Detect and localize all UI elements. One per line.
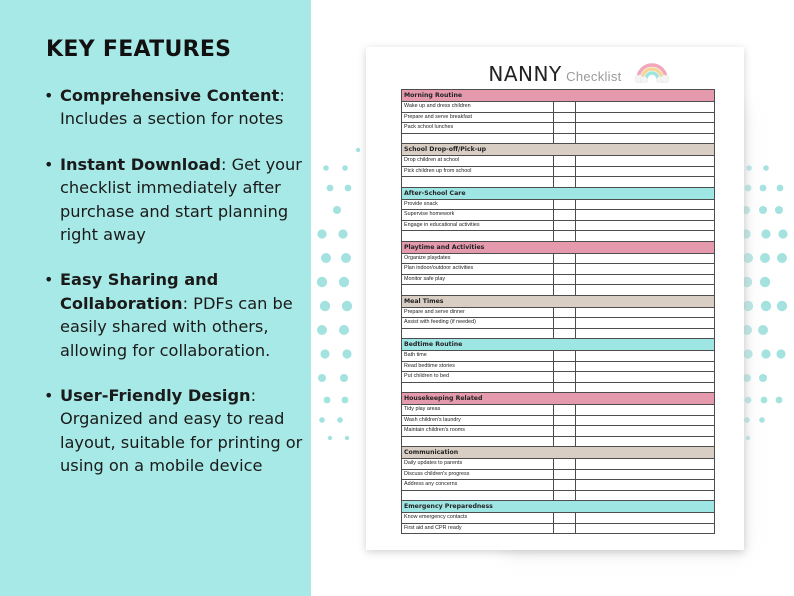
checklist-row — [401, 459, 715, 470]
task-label: Discuss children's progress — [402, 470, 554, 480]
decorative-dot — [342, 397, 349, 404]
checklist-row — [401, 513, 715, 524]
notes-cell[interactable] — [576, 275, 714, 285]
check-cell[interactable] — [554, 264, 576, 274]
decorative-dot — [333, 206, 341, 214]
section-header: Communication — [401, 447, 715, 459]
decorative-dot — [759, 206, 767, 214]
notes-cell[interactable] — [576, 351, 714, 361]
checklist-row — [401, 113, 715, 124]
decorative-dot — [760, 253, 770, 263]
task-label: Pick children up from school — [402, 167, 554, 177]
checklist-row — [401, 470, 715, 481]
decorative-dot — [345, 436, 349, 440]
feature-title: Instant Download — [60, 154, 221, 174]
task-label: Wash children's laundry — [402, 416, 554, 426]
notes-cell[interactable] — [576, 362, 714, 372]
decorative-dot — [760, 185, 767, 192]
checklist-row — [401, 372, 715, 383]
check-cell[interactable] — [554, 231, 576, 241]
document-title — [366, 62, 744, 86]
task-label: Address any concerns — [402, 480, 554, 490]
decorative-dot — [744, 417, 750, 423]
decorative-dot — [319, 417, 325, 423]
task-label: Provide snack — [402, 200, 554, 210]
task-label: Plan indoor/outdoor activities — [402, 264, 554, 274]
check-cell[interactable] — [554, 200, 576, 210]
checklist-row — [401, 177, 715, 188]
checklist-row — [401, 308, 715, 319]
decorative-dot — [317, 325, 327, 335]
task-label: Tidy play areas — [402, 405, 554, 415]
check-cell[interactable] — [554, 156, 576, 166]
check-cell[interactable] — [554, 123, 576, 133]
checklist-row — [401, 102, 715, 113]
decorative-dot — [341, 253, 351, 263]
checklist-row — [401, 275, 715, 286]
notes-cell[interactable] — [576, 123, 714, 133]
notes-cell[interactable] — [576, 416, 714, 426]
task-label: Bath time — [402, 351, 554, 361]
check-cell[interactable] — [554, 102, 576, 112]
check-cell[interactable] — [554, 210, 576, 220]
decorative-dot — [777, 185, 784, 192]
check-cell[interactable] — [554, 459, 576, 469]
checklist-row — [401, 200, 715, 211]
checklist-row — [401, 491, 715, 502]
decorative-dot — [340, 374, 348, 382]
task-label: Monitor safe play — [402, 275, 554, 285]
notes-cell[interactable] — [576, 329, 714, 339]
notes-cell[interactable] — [576, 177, 714, 187]
checklist-row — [401, 362, 715, 373]
task-label — [402, 383, 554, 393]
check-cell[interactable] — [554, 318, 576, 328]
notes-cell[interactable] — [576, 383, 714, 393]
check-cell[interactable] — [554, 383, 576, 393]
feature-title: Easy Sharing and Collaboration — [60, 270, 219, 313]
document-title-sub: Checklist — [566, 69, 622, 84]
notes-cell[interactable] — [576, 102, 714, 112]
decorative-dot — [345, 185, 352, 192]
decorative-dot — [337, 417, 343, 423]
feature-title: Comprehensive Content — [60, 86, 280, 105]
decorative-dot — [318, 374, 326, 382]
bullet-icon: • — [44, 154, 54, 174]
decorative-dot — [745, 185, 752, 192]
feature-text: : Get your checklist immediately after purchase and start planning right away — [60, 154, 302, 245]
check-cell[interactable] — [554, 254, 576, 264]
task-label: Prepare and serve dinner — [402, 308, 554, 318]
notes-cell[interactable] — [576, 167, 714, 177]
decorative-dot — [758, 325, 768, 335]
bullet-icon: • — [44, 386, 54, 406]
check-cell[interactable] — [554, 285, 576, 295]
checklist-row — [401, 231, 715, 242]
checklist-row — [401, 426, 715, 437]
task-label — [402, 329, 554, 339]
decorative-dot — [324, 397, 331, 404]
notes-cell[interactable] — [576, 372, 714, 382]
notes-cell[interactable] — [576, 210, 714, 220]
decorative-dot — [775, 206, 783, 214]
document-title-main: NANNY — [488, 62, 562, 86]
decorative-dot — [761, 349, 770, 358]
checklist-row — [401, 383, 715, 394]
notes-cell[interactable] — [576, 491, 714, 501]
section-header: Meal Times — [401, 296, 715, 308]
notes-cell[interactable] — [576, 285, 714, 295]
decorative-dot — [763, 165, 769, 171]
task-label: Assist with feeding (if needed) — [402, 318, 554, 328]
check-cell[interactable] — [554, 177, 576, 187]
task-label — [402, 285, 554, 295]
section-header: Emergency Preparedness — [401, 501, 715, 513]
feature-text: : PDFs can be easily shared with others, allowing for collaboration. — [60, 293, 293, 360]
decorative-dot — [323, 165, 329, 171]
check-cell[interactable] — [554, 362, 576, 372]
notes-cell[interactable] — [576, 405, 714, 415]
notes-cell[interactable] — [576, 437, 714, 447]
notes-cell[interactable] — [576, 134, 714, 144]
checklist-row — [401, 210, 715, 221]
key-features-heading: KEY FEATURES — [46, 37, 232, 62]
task-label: Drop children at school — [402, 156, 554, 166]
task-label: Put children to bed — [402, 372, 554, 382]
notes-cell[interactable] — [576, 254, 714, 264]
decorative-dot — [328, 436, 332, 440]
checklist-row — [401, 254, 715, 265]
checklist-row — [401, 437, 715, 448]
decorative-dot — [760, 277, 770, 287]
decorative-dot — [759, 374, 767, 382]
decorative-dot — [317, 277, 327, 287]
feature-text: : Organized and easy to read layout, suitable for printing or using on a mobile device — [60, 386, 303, 476]
checklist-row — [401, 480, 715, 491]
decorative-dot — [339, 325, 349, 335]
decorative-dot — [759, 417, 765, 423]
feature-text: : Includes a section for notes — [60, 86, 285, 129]
checklist-row — [401, 285, 715, 296]
section-header: Playtime and Activities — [401, 242, 715, 254]
decorative-dot — [342, 301, 352, 311]
decorative-dot — [745, 397, 752, 404]
notes-cell[interactable] — [576, 470, 714, 480]
task-label: Read bedtime stories — [402, 362, 554, 372]
checklist-row — [401, 123, 715, 134]
notes-cell[interactable] — [576, 264, 714, 274]
checklist-row — [401, 416, 715, 427]
check-cell[interactable] — [554, 221, 576, 231]
decorative-dot — [338, 229, 347, 238]
task-label — [402, 134, 554, 144]
check-cell[interactable] — [554, 416, 576, 426]
decorative-dot — [317, 229, 326, 238]
decorative-dot — [327, 185, 334, 192]
check-cell[interactable] — [554, 113, 576, 123]
check-cell[interactable] — [554, 167, 576, 177]
decorative-dot — [761, 301, 771, 311]
section-header: Housekeeping Related — [401, 393, 715, 405]
notes-cell[interactable] — [576, 480, 714, 490]
notes-cell[interactable] — [576, 231, 714, 241]
check-cell[interactable] — [554, 275, 576, 285]
task-label: First aid and CPR ready — [402, 524, 554, 534]
check-cell[interactable] — [554, 513, 576, 523]
checklist-row — [401, 405, 715, 416]
checklist-row — [401, 156, 715, 167]
checklist-row — [401, 167, 715, 178]
notes-cell[interactable] — [576, 156, 714, 166]
decorative-dot — [320, 349, 329, 358]
notes-cell[interactable] — [576, 200, 714, 210]
notes-cell[interactable] — [576, 113, 714, 123]
checklist-row — [401, 329, 715, 340]
task-label: Supervise homework — [402, 210, 554, 220]
task-label: Maintain children's rooms — [402, 426, 554, 436]
task-label: Engage in educational activities — [402, 221, 554, 231]
check-cell[interactable] — [554, 134, 576, 144]
checklist-row — [401, 524, 715, 535]
checklist-table — [401, 89, 715, 534]
decorative-dot — [746, 436, 750, 440]
notes-cell[interactable] — [576, 318, 714, 328]
check-cell[interactable] — [554, 405, 576, 415]
section-header: After-School Care — [401, 188, 715, 200]
feature-title: User-Friendly Design — [60, 386, 251, 406]
decorative-dot — [320, 301, 330, 311]
check-cell[interactable] — [554, 308, 576, 318]
task-label: Daily updates to parents — [402, 459, 554, 469]
decorative-dot — [776, 397, 783, 404]
task-label: Pack school lunches — [402, 123, 554, 133]
decorative-dot — [342, 165, 348, 171]
check-cell[interactable] — [554, 480, 576, 490]
checklist-sheet — [366, 47, 744, 550]
checklist-row — [401, 134, 715, 145]
task-label: Prepare and serve breakfast — [402, 113, 554, 123]
checklist-row — [401, 221, 715, 232]
check-cell[interactable] — [554, 470, 576, 480]
task-label: Wake up and dress children — [402, 102, 554, 112]
notes-cell[interactable] — [576, 221, 714, 231]
notes-cell[interactable] — [576, 513, 714, 523]
decorative-dot — [356, 148, 360, 152]
decorative-dot — [321, 253, 331, 263]
task-label — [402, 231, 554, 241]
task-label — [402, 437, 554, 447]
task-label — [402, 491, 554, 501]
section-header: Bedtime Routine — [401, 339, 715, 351]
check-cell[interactable] — [554, 329, 576, 339]
decorative-dot — [777, 253, 787, 263]
notes-cell[interactable] — [576, 459, 714, 469]
check-cell[interactable] — [554, 372, 576, 382]
checklist-row — [401, 351, 715, 362]
decorative-dot — [778, 229, 787, 238]
decorative-dot — [776, 349, 785, 358]
decorative-dot — [777, 301, 787, 311]
notes-cell[interactable] — [576, 524, 714, 534]
notes-cell[interactable] — [576, 308, 714, 318]
decorative-dot — [746, 165, 752, 171]
check-cell[interactable] — [554, 351, 576, 361]
checklist-row — [401, 264, 715, 275]
section-header: School Drop-off/Pick-up — [401, 144, 715, 156]
rainbow-icon — [634, 59, 670, 83]
task-label — [402, 177, 554, 187]
checklist-row — [401, 318, 715, 329]
decorative-dot — [342, 349, 351, 358]
decorative-dot — [761, 229, 770, 238]
check-cell[interactable] — [554, 426, 576, 436]
check-cell[interactable] — [554, 491, 576, 501]
task-label: Know emergency contacts — [402, 513, 554, 523]
decorative-dot — [339, 277, 349, 287]
task-label: Organize playdates — [402, 254, 554, 264]
decorative-dot — [761, 397, 768, 404]
bullet-icon: • — [44, 270, 54, 290]
notes-cell[interactable] — [576, 426, 714, 436]
section-header: Morning Routine — [401, 90, 715, 102]
check-cell[interactable] — [554, 524, 576, 534]
bullet-icon: • — [44, 86, 54, 105]
check-cell[interactable] — [554, 437, 576, 447]
